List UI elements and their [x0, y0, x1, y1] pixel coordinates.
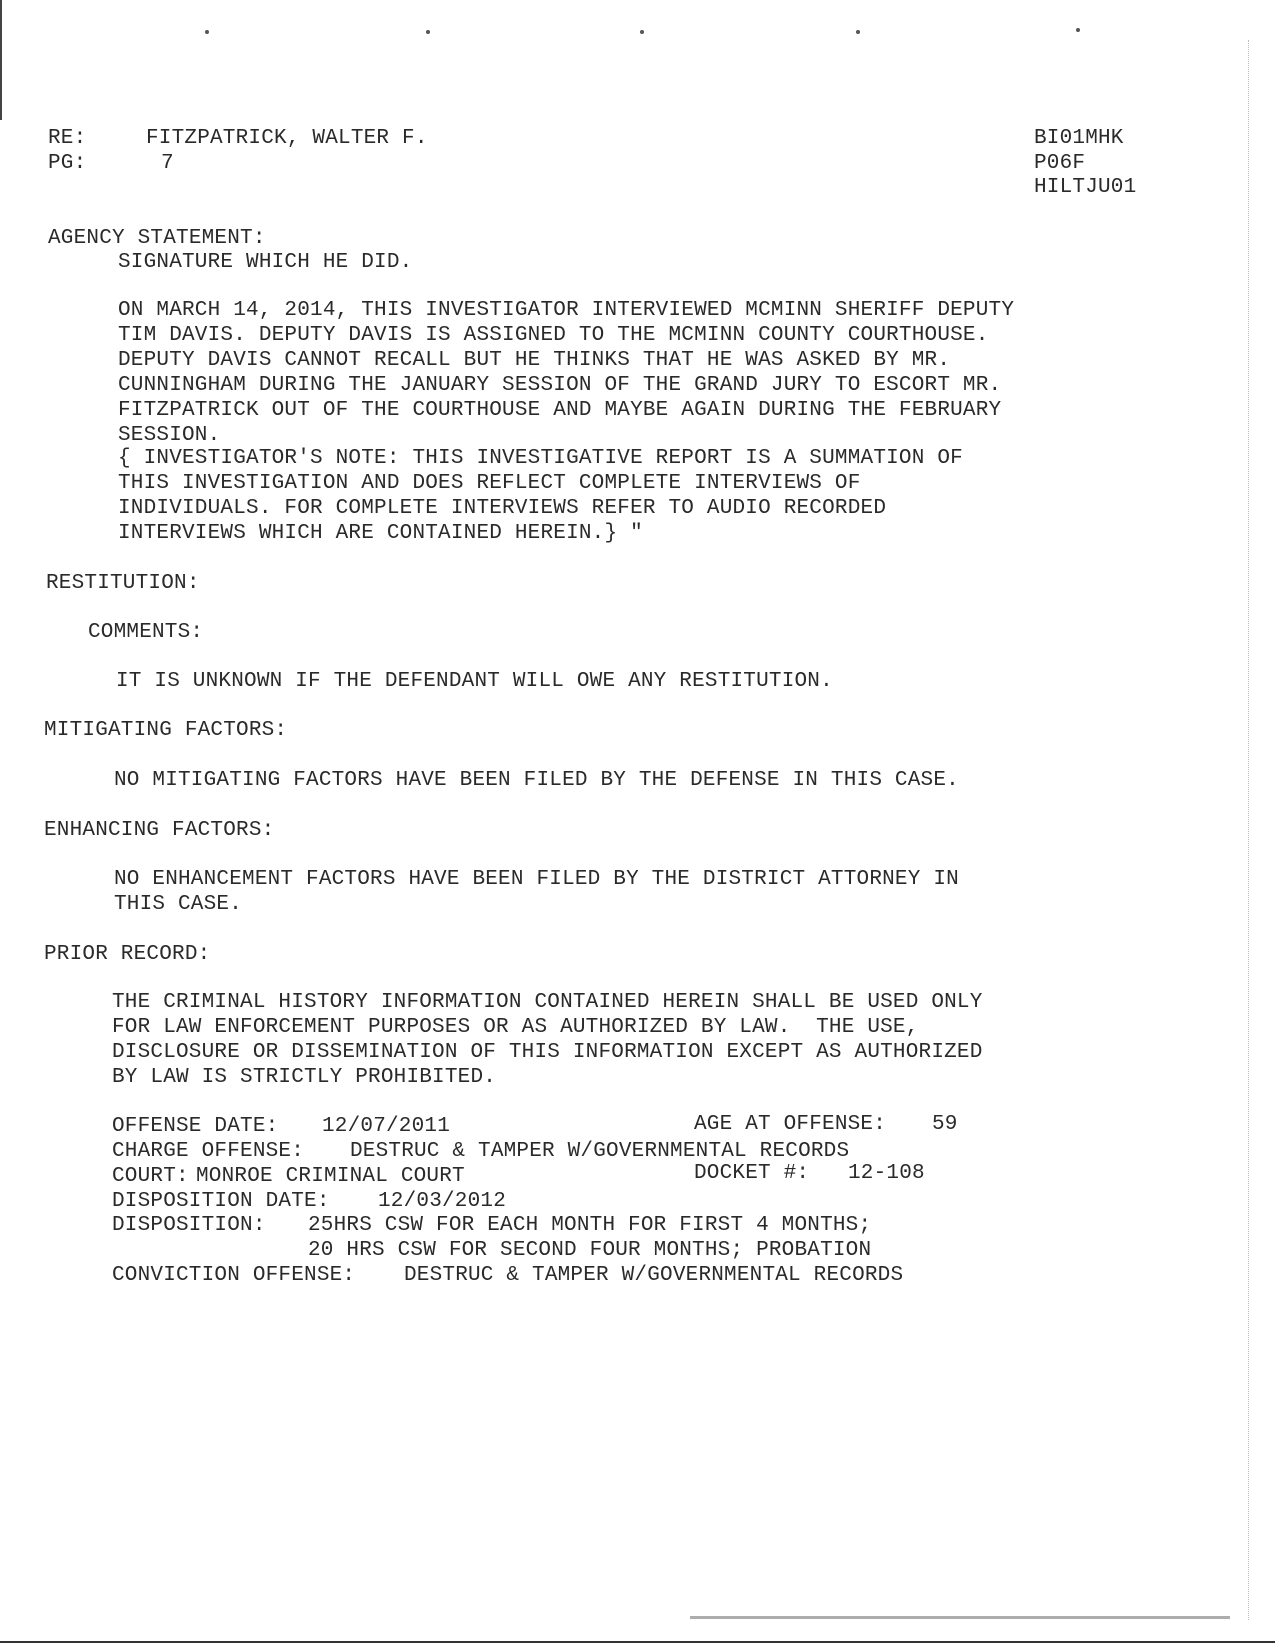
prior-record-line: THE CRIMINAL HISTORY INFORMATION CONTAINED HEREIN SHALL BE USED ONLY: [112, 991, 983, 1014]
offense-date-value: 12/07/2011: [322, 1115, 451, 1138]
disposition-label: DISPOSITION:: [112, 1214, 266, 1237]
scan-smudge: [690, 1616, 1230, 1619]
comments-label: COMMENTS:: [88, 621, 204, 644]
agency-line: INDIVIDUALS. FOR COMPLETE INTERVIEWS REFER TO AUDIO RECORDED: [118, 497, 887, 520]
section-heading-enhancing: ENHANCING FACTORS:: [44, 819, 275, 842]
agency-line: SIGNATURE WHICH HE DID.: [118, 251, 413, 274]
code-1: BI01MHK: [1034, 127, 1124, 150]
section-heading-prior-record: PRIOR RECORD:: [44, 943, 211, 966]
offense-date-label: OFFENSE DATE:: [112, 1115, 279, 1138]
disposition-date-label: DISPOSITION DATE:: [112, 1190, 330, 1213]
agency-line: ON MARCH 14, 2014, THIS INVESTIGATOR INTERVIEWED MCMINN SHERIFF DEPUTY: [118, 299, 1015, 322]
docket-label: DOCKET #:: [694, 1162, 810, 1185]
pg-label: PG:: [48, 152, 87, 175]
charge-offense-value: DESTRUC & TAMPER W/GOVERNMENTAL RECORDS: [350, 1140, 850, 1163]
agency-line: { INVESTIGATOR'S NOTE: THIS INVESTIGATIVE REPORT IS A SUMMATION OF: [118, 447, 963, 470]
disposition-date-value: 12/03/2012: [378, 1190, 507, 1213]
restitution-text: IT IS UNKNOWN IF THE DEFENDANT WILL OWE ANY RESTITUTION.: [116, 670, 833, 693]
court-value: MONROE CRIMINAL COURT: [196, 1165, 465, 1188]
re-value: FITZPATRICK, WALTER F.: [146, 127, 428, 150]
docket-value: 12-108: [848, 1162, 925, 1185]
agency-line: FITZPATRICK OUT OF THE COURTHOUSE AND MAYBE AGAIN DURING THE FEBRUARY: [118, 399, 1002, 422]
scan-speck: [205, 30, 209, 34]
prior-record-line: DISCLOSURE OR DISSEMINATION OF THIS INFORMATION EXCEPT AS AUTHORIZED: [112, 1041, 983, 1064]
prior-record-line: FOR LAW ENFORCEMENT PURPOSES OR AS AUTHORIZED BY LAW. THE USE,: [112, 1016, 919, 1039]
scan-speck: [426, 30, 430, 34]
re-label: RE:: [48, 127, 87, 150]
section-heading-agency: AGENCY STATEMENT:: [48, 227, 266, 250]
code-3: HILTJU01: [1034, 176, 1137, 199]
conviction-offense-label: CONVICTION OFFENSE:: [112, 1264, 356, 1287]
agency-line: CUNNINGHAM DURING THE JANUARY SESSION OF THE GRAND JURY TO ESCORT MR.: [118, 374, 1002, 397]
conviction-offense-value: DESTRUC & TAMPER W/GOVERNMENTAL RECORDS: [404, 1264, 904, 1287]
prior-record-line: BY LAW IS STRICTLY PROHIBITED.: [112, 1066, 497, 1089]
mitigating-text: NO MITIGATING FACTORS HAVE BEEN FILED BY THE DEFENSE IN THIS CASE.: [114, 769, 959, 792]
enhancing-line: NO ENHANCEMENT FACTORS HAVE BEEN FILED BY THE DISTRICT ATTORNEY IN: [114, 868, 959, 891]
disposition-value-line-1: 25HRS CSW FOR EACH MONTH FOR FIRST 4 MONTHS;: [308, 1214, 872, 1237]
pg-value: 7: [161, 152, 174, 175]
agency-line: INTERVIEWS WHICH ARE CONTAINED HEREIN.} ": [118, 522, 643, 545]
agency-line: SESSION.: [118, 424, 221, 447]
scan-speck: [856, 30, 860, 34]
agency-line: TIM DAVIS. DEPUTY DAVIS IS ASSIGNED TO THE MCMINN COUNTY COURTHOUSE.: [118, 324, 989, 347]
age-at-offense-value: 59: [932, 1113, 958, 1136]
agency-line: DEPUTY DAVIS CANNOT RECALL BUT HE THINKS THAT HE WAS ASKED BY MR.: [118, 349, 951, 372]
court-label: COURT:: [112, 1165, 189, 1188]
scan-speck: [1076, 28, 1080, 32]
scan-margin-dots: [1246, 40, 1249, 1620]
agency-line: THIS INVESTIGATION AND DOES REFLECT COMPLETE INTERVIEWS OF: [118, 472, 861, 495]
section-heading-mitigating: MITIGATING FACTORS:: [44, 719, 288, 742]
scan-edge-bottom: [0, 1641, 1275, 1643]
disposition-value-line-2: 20 HRS CSW FOR SECOND FOUR MONTHS; PROBATION: [308, 1239, 872, 1262]
scan-edge-left: [0, 0, 2, 120]
age-at-offense-label: AGE AT OFFENSE:: [694, 1113, 887, 1136]
section-heading-restitution: RESTITUTION:: [46, 572, 200, 595]
scan-speck: [640, 30, 644, 34]
code-2: P06F: [1034, 152, 1086, 175]
enhancing-line: THIS CASE.: [114, 893, 243, 916]
charge-offense-label: CHARGE OFFENSE:: [112, 1140, 305, 1163]
